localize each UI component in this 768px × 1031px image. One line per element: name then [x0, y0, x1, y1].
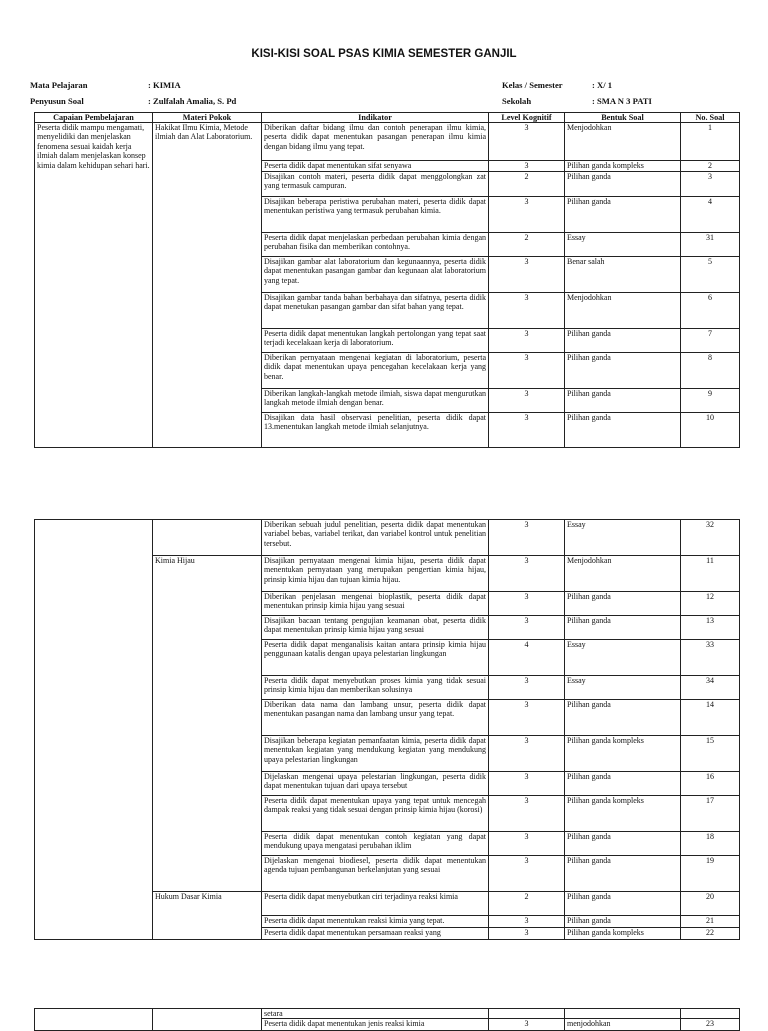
- nomor-cell: 18: [681, 832, 740, 856]
- nomor-cell: 22: [681, 928, 740, 940]
- level-cell: 3: [489, 520, 565, 556]
- materi-cell: Kimia Hijau: [153, 556, 262, 892]
- indikator-cell: Disajikan gambar tanda bahan berbahaya dan sifatnya, peserta didik dapat menetukan pasangan gambar dan sifat bahan yang tepat.: [262, 293, 489, 329]
- indikator-cell: Peserta didik dapat menentukan sifat senyawa: [262, 161, 489, 172]
- nomor-cell: 8: [681, 353, 740, 389]
- bentuk-cell: Pilihan ganda kompleks: [565, 161, 681, 172]
- bentuk-cell: Pilihan ganda: [565, 892, 681, 916]
- bentuk-cell: Pilihan ganda: [565, 389, 681, 413]
- bentuk-cell: Essay: [565, 676, 681, 700]
- level-cell: 2: [489, 892, 565, 916]
- nomor-cell: 23: [681, 1019, 740, 1031]
- bentuk-cell: Essay: [565, 233, 681, 257]
- indikator-cell: Disajikan bacaan tentang pengujian keamanan obat, peserta didik dapat menentukan prinsip kimia hijau yang sesuai: [262, 616, 489, 640]
- level-cell: 3: [489, 928, 565, 940]
- capaian-cell: Peserta didik mampu mengamati, menyelidiki dan menjelaskan fenomena sesuai kaidah kerja ilmiah dalam menjelaskan konsep kimia dalam kehidupan sehari hari.: [35, 123, 153, 448]
- nomor-cell: 10: [681, 413, 740, 448]
- indikator-cell: Peserta didik dapat menentukan upaya yang tepat untuk mencegah dampak reaksi yang tidak sesuai dengan prinsip kimia hijau (korosi): [262, 796, 489, 832]
- nomor-cell: 15: [681, 736, 740, 772]
- indikator-cell: Diberikan penjelasan mengenai bioplastik, peserta didik dapat menentukan prinsip kimia hijau yang sesuai: [262, 592, 489, 616]
- indikator-cell: Diberikan pernyataan mengenai kegiatan di laboratorium, peserta didik dapat menentukan upaya pencegahan kecelakaan kerja yang benar.: [262, 353, 489, 389]
- materi-cell: Hakikat Ilmu Kimia, Metode ilmiah dan Alat Laboratorium.: [153, 123, 262, 448]
- mapel-label: Mata Pelajaran: [30, 80, 88, 90]
- bentuk-cell: menjodohkan: [565, 1019, 681, 1031]
- bentuk-cell: Pilihan ganda: [565, 832, 681, 856]
- nomor-cell: 9: [681, 389, 740, 413]
- level-cell: 3: [489, 1019, 565, 1031]
- capaian-cell-empty: [35, 1009, 153, 1031]
- kisi-table-page-3: [34, 1008, 740, 1031]
- indikator-cell: Disajikan pernyataan mengenai kimia hijau, peserta didik dapat menentukan pernyataan yang merupakan pengertian kimia hijau, prinsip kimia hijau dan tujuan kimia hijau.: [262, 556, 489, 592]
- bentuk-cell: Pilihan ganda: [565, 197, 681, 233]
- kisi-table-page-2: [34, 519, 740, 940]
- nomor-cell: 21: [681, 916, 740, 928]
- bentuk-cell: Essay: [565, 520, 681, 556]
- bentuk-cell: Pilihan ganda: [565, 353, 681, 389]
- kelas-value: : X/ 1: [592, 80, 613, 90]
- nomor-cell: 14: [681, 700, 740, 736]
- bentuk-cell: Pilihan ganda: [565, 592, 681, 616]
- level-cell: 3: [489, 161, 565, 172]
- level-cell: 3: [489, 832, 565, 856]
- column-header: No. Soal: [681, 113, 740, 123]
- level-cell: 3: [489, 329, 565, 353]
- indikator-cell: Disajikan beberapa peristiwa perubahan materi, peserta didik dapat menentukan peristiwa yang termasuk perubahan kimia.: [262, 197, 489, 233]
- indikator-cell: Disajikan contoh materi, peserta didik dapat menggolongkan zat yang termasuk campuran.: [262, 172, 489, 197]
- indikator-cell: Diberikan daftar bidang ilmu dan contoh penerapan ilmu kimia, peserta didik dapat menentukan pasangan penerapan ilmu kimia dengan bidang ilmu yang tepat.: [262, 123, 489, 161]
- sekolah-value: : SMA N 3 PATI: [592, 96, 652, 106]
- penyusun-label: Penyusun Soal: [30, 96, 84, 106]
- nomor-cell: 5: [681, 257, 740, 293]
- indikator-cell: setara: [262, 1009, 489, 1019]
- column-header: Capaian Pembelajaran: [35, 113, 153, 123]
- kelas-label: Kelas / Semester: [502, 80, 563, 90]
- nomor-cell: 3: [681, 172, 740, 197]
- bentuk-cell: [565, 1009, 681, 1019]
- level-cell: 3: [489, 257, 565, 293]
- level-cell: 3: [489, 772, 565, 796]
- indikator-cell: Peserta didik dapat menentukan persamaan reaksi yang: [262, 928, 489, 940]
- indikator-cell: Diberikan sebuah judul penelitian, peserta didik dapat menentukan variabel bebas, variabel terikat, dan variabel kontrol untuk penelitian tersebut.: [262, 520, 489, 556]
- materi-cell: Hukum Dasar Kimia: [153, 892, 262, 940]
- nomor-cell: 20: [681, 892, 740, 916]
- capaian-cell-empty: [35, 520, 153, 940]
- table-row: [35, 1009, 740, 1019]
- indikator-cell: Disajikan data hasil observasi penelitian, peserta didik dapat 13.menentukan langkah metode ilmiah selanjutnya.: [262, 413, 489, 448]
- bentuk-cell: Pilihan ganda: [565, 700, 681, 736]
- indikator-cell: Disajikan gambar alat laboratorium dan kegunaannya, peserta didik dapat menentukan pasangan gambar dan kegunaan alat laboratorium yang tepat.: [262, 257, 489, 293]
- nomor-cell: 16: [681, 772, 740, 796]
- sekolah-label: Sekolah: [502, 96, 532, 106]
- column-header: Bentuk Soal: [565, 113, 681, 123]
- bentuk-cell: Essay: [565, 640, 681, 676]
- nomor-cell: 33: [681, 640, 740, 676]
- nomor-cell: 13: [681, 616, 740, 640]
- level-cell: 3: [489, 700, 565, 736]
- column-header: Level Kognitif: [489, 113, 565, 123]
- nomor-cell: 2: [681, 161, 740, 172]
- table-header-row: [35, 113, 740, 123]
- nomor-cell: 7: [681, 329, 740, 353]
- nomor-cell: 12: [681, 592, 740, 616]
- nomor-cell: 34: [681, 676, 740, 700]
- indikator-cell: Diberikan langkah-langkah metode ilmiah, siswa dapat mengurutkan langkah metode ilmiah dengan benar.: [262, 389, 489, 413]
- nomor-cell: 11: [681, 556, 740, 592]
- bentuk-cell: Pilihan ganda: [565, 413, 681, 448]
- bentuk-cell: Benar salah: [565, 257, 681, 293]
- level-cell: 3: [489, 197, 565, 233]
- indikator-cell: Disajikan beberapa kegiatan pemanfaatan kimia, peserta didik dapat menentukan kegiatan yang mendukung kegiatan yang mendukung upaya pelestarian lingkungan: [262, 736, 489, 772]
- nomor-cell: 1: [681, 123, 740, 161]
- indikator-cell: Diberikan data nama dan lambang unsur, peserta didik dapat menentukan pasangan nama dan lambang unsur yang tepat.: [262, 700, 489, 736]
- level-cell: 3: [489, 123, 565, 161]
- level-cell: 3: [489, 736, 565, 772]
- bentuk-cell: Menjodohkan: [565, 293, 681, 329]
- level-cell: 3: [489, 293, 565, 329]
- bentuk-cell: Pilihan ganda: [565, 856, 681, 892]
- page-title: KISI-KISI SOAL PSAS KIMIA SEMESTER GANJIL: [251, 48, 517, 60]
- level-cell: 2: [489, 172, 565, 197]
- penyusun-value: : Zulfalah Amalia, S. Pd: [148, 96, 237, 106]
- indikator-cell: Peserta didik dapat menentukan jenis reaksi kimia: [262, 1019, 489, 1031]
- indikator-cell: Peserta didik dapat menentukan langkah pertolongan yang tepat saat terjadi kecelakaan kerja di laboratorium.: [262, 329, 489, 353]
- indikator-cell: Peserta didik dapat menganalisis kaitan antara prinsip kimia hijau penggunaan katalis dengan upaya pelestarian lingkungan: [262, 640, 489, 676]
- level-cell: 3: [489, 389, 565, 413]
- level-cell: 3: [489, 353, 565, 389]
- nomor-cell: 17: [681, 796, 740, 832]
- bentuk-cell: Pilihan ganda: [565, 329, 681, 353]
- indikator-cell: Peserta didik dapat menjelaskan perbedaan perubahan kimia dengan perubahan fisika dan memberikan contohnya.: [262, 233, 489, 257]
- indikator-cell: Peserta didik dapat menentukan contoh kegiatan yang dapat mendukung upaya mengatasi perubahan iklim: [262, 832, 489, 856]
- indikator-cell: Dijelaskan mengenai biodiesel, peserta didik dapat menentukan agenda tujuan pembangunan berkelanjutan yang sesuai: [262, 856, 489, 892]
- level-cell: 3: [489, 616, 565, 640]
- indikator-cell: Peserta didik dapat menyebutkan ciri terjadinya reaksi kimia: [262, 892, 489, 916]
- level-cell: 3: [489, 676, 565, 700]
- bentuk-cell: Menjodohkan: [565, 556, 681, 592]
- level-cell: 4: [489, 640, 565, 676]
- level-cell: 3: [489, 556, 565, 592]
- level-cell: 3: [489, 796, 565, 832]
- level-cell: 3: [489, 413, 565, 448]
- bentuk-cell: Pilihan ganda kompleks: [565, 928, 681, 940]
- indikator-cell: Peserta didik dapat menentukan reaksi kimia yang tepat.: [262, 916, 489, 928]
- level-cell: 3: [489, 916, 565, 928]
- kisi-table-page-1: [34, 112, 740, 448]
- bentuk-cell: Pilihan ganda kompleks: [565, 736, 681, 772]
- column-header: Indikator: [262, 113, 489, 123]
- materi-cell-empty: [153, 520, 262, 556]
- nomor-cell: 32: [681, 520, 740, 556]
- bentuk-cell: Pilihan ganda: [565, 772, 681, 796]
- level-cell: 2: [489, 233, 565, 257]
- level-cell: 3: [489, 856, 565, 892]
- bentuk-cell: Pilihan ganda: [565, 172, 681, 197]
- table-row: [35, 520, 740, 556]
- nomor-cell: 6: [681, 293, 740, 329]
- nomor-cell: 19: [681, 856, 740, 892]
- materi-cell-empty: [153, 1009, 262, 1031]
- bentuk-cell: Pilihan ganda: [565, 616, 681, 640]
- nomor-cell: [681, 1009, 740, 1019]
- level-cell: 3: [489, 592, 565, 616]
- indikator-cell: Peserta didik dapat menyebutkan proses kimia yang tidak sesuai prinsip kimia hijau dan memberikan solusinya: [262, 676, 489, 700]
- bentuk-cell: Menjodohkan: [565, 123, 681, 161]
- level-cell: [489, 1009, 565, 1019]
- table-row: [35, 123, 740, 161]
- nomor-cell: 31: [681, 233, 740, 257]
- nomor-cell: 4: [681, 197, 740, 233]
- mapel-value: : KIMIA: [148, 80, 181, 90]
- indikator-cell: Dijelaskan mengenai upaya pelestarian lingkungan, peserta didik dapat menentukan tujuan dari upaya tersebut: [262, 772, 489, 796]
- bentuk-cell: Pilihan ganda kompleks: [565, 796, 681, 832]
- bentuk-cell: Pilihan ganda: [565, 916, 681, 928]
- column-header: Materi Pokok: [153, 113, 262, 123]
